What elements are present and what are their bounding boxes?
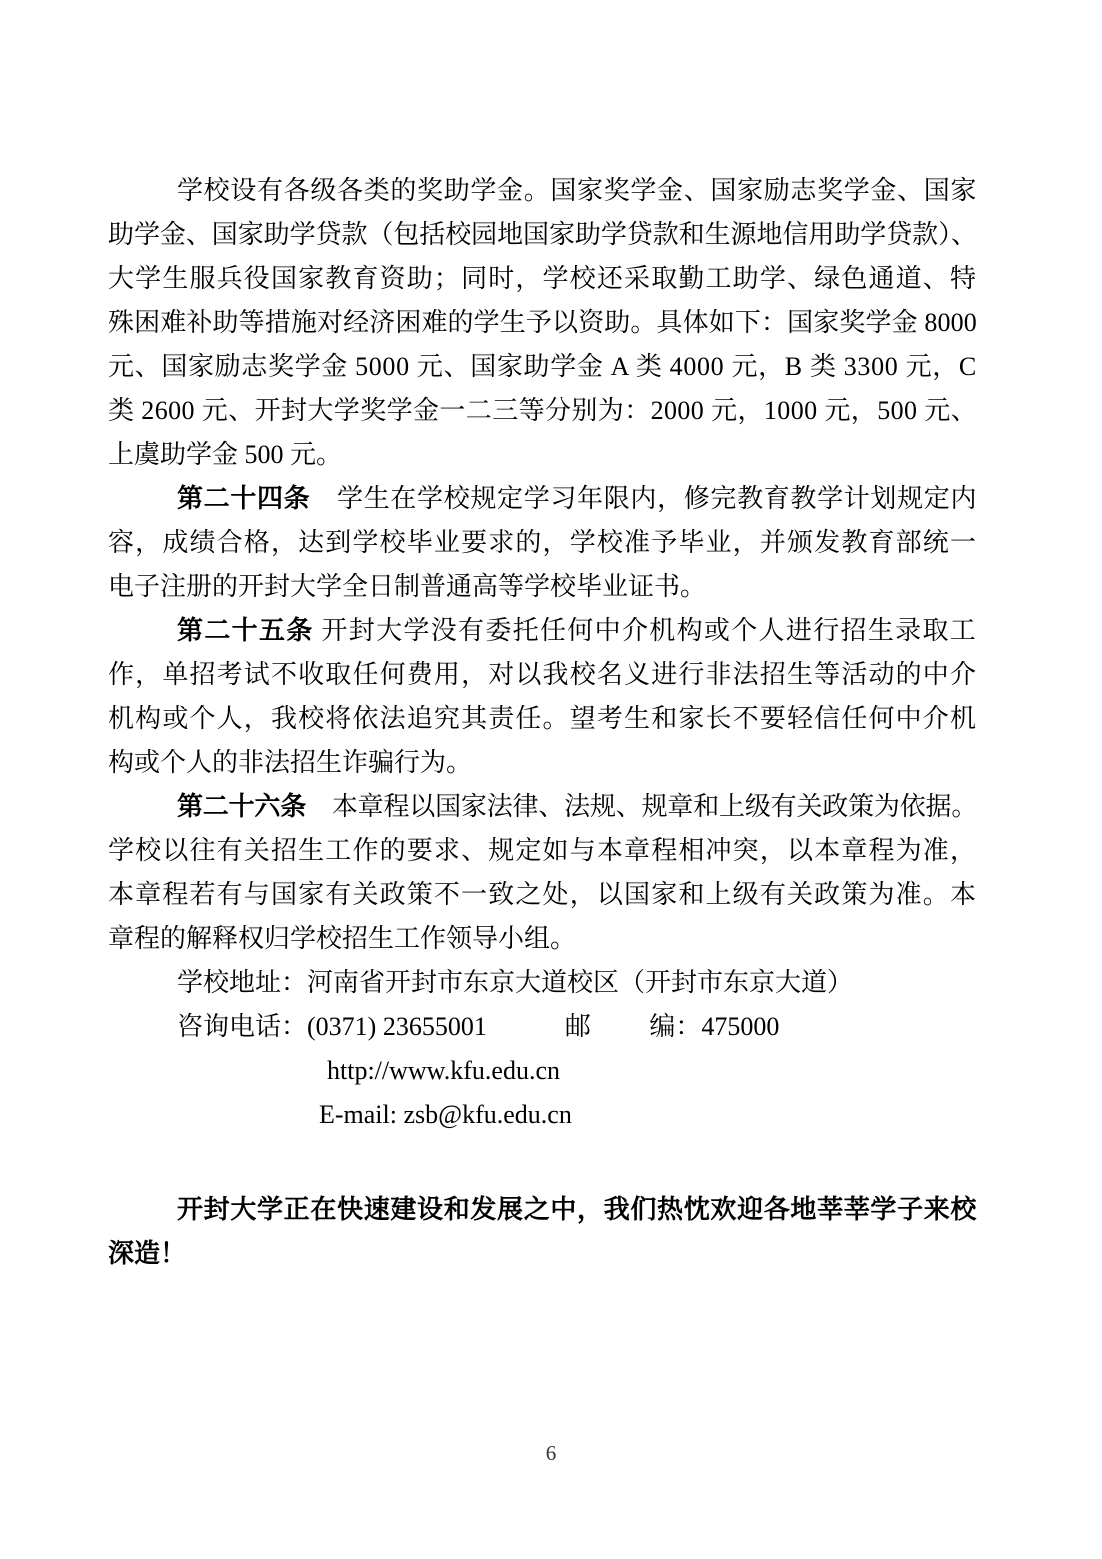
text-line xyxy=(108,301,977,345)
email-line xyxy=(108,1093,977,1137)
line-text: 本章程若有与国家有关政策不一致之处，以国家和上级有关政策为准。本 xyxy=(108,880,978,909)
page-number: 6 xyxy=(545,1441,557,1465)
text-line xyxy=(108,785,977,829)
line-text: http://www.kfu.edu.cn xyxy=(327,1056,560,1085)
line-text: 学校设有各级各类的奖助学金。国家奖学金、国家励志奖学金、国家 xyxy=(177,176,978,205)
line-text: 学校以往有关招生工作的要求、规定如与本章程相冲突，以本章程为准， xyxy=(108,836,978,865)
text-line xyxy=(108,741,977,785)
line-text: 咨询电话：(0371) 23655001 邮 编：475000 xyxy=(177,1012,780,1041)
phone-line xyxy=(108,1005,977,1049)
text-line xyxy=(108,565,977,609)
line-text: 电子注册的开封大学全日制普通高等学校毕业证书。 xyxy=(108,572,707,601)
text-line xyxy=(108,433,977,477)
line-text: 第二十六条 本章程以国家法律、法规、规章和上级有关政策为依据。 xyxy=(177,792,978,821)
line-text: 元、国家励志奖学金 5000 元、国家助学金 A 类 4000 元，B 类 3300 元，C xyxy=(108,352,977,381)
line-text: 大学生服兵役国家教育资助；同时，学校还采取勤工助学、绿色通道、特 xyxy=(108,264,978,293)
text-line xyxy=(108,917,977,961)
website-line xyxy=(108,1049,977,1093)
text-body xyxy=(108,169,977,1276)
article-number: 第二十六条 xyxy=(177,792,307,821)
line-text: 第二十五条 开封大学没有委托任何中介机构或个人进行招生录取工 xyxy=(177,616,978,645)
text-line xyxy=(108,697,977,741)
line-text: 殊困难补助等措施对经济困难的学生予以资助。具体如下：国家奖学金 8000 xyxy=(108,308,977,337)
line-text: 作，单招考试不收取任何费用，对以我校名义进行非法招生等活动的中介 xyxy=(108,660,978,689)
line-text: 深造！ xyxy=(108,1239,187,1268)
closing-line-first xyxy=(108,1188,977,1232)
text-line xyxy=(108,213,977,257)
line-text: 容，成绩合格，达到学校毕业要求的，学校准予毕业，并颁发教育部统一 xyxy=(108,528,978,557)
line-text: 构或个人的非法招生诈骗行为。 xyxy=(108,748,473,777)
line-text: 章程的解释权归学校招生工作领导小组。 xyxy=(108,924,577,953)
text-line xyxy=(108,169,977,213)
line-text: 机构或个人，我校将依法追究其责任。望考生和家长不要轻信任何中介机 xyxy=(108,704,978,733)
text-line xyxy=(108,257,977,301)
closing-line-last xyxy=(108,1232,977,1276)
text-line xyxy=(108,477,977,521)
article-number: 第二十四条 xyxy=(177,484,311,513)
line-text: 学校地址：河南省开封市东京大道校区（开封市东京大道） xyxy=(177,968,854,997)
line-text: 开封大学正在快速建设和发展之中，我们热忱欢迎各地莘莘学子来校 xyxy=(177,1195,978,1224)
line-text: 助学金、国家助学贷款（包括校园地国家助学贷款和生源地信用助学贷款）、 xyxy=(108,220,977,249)
text-line xyxy=(108,521,977,565)
line-text: 类 2600 元、开封大学奖学金一二三等分别为：2000 元，1000 元，500 元、 xyxy=(108,396,978,425)
text-line xyxy=(108,873,977,917)
text-line xyxy=(108,609,977,653)
line-text: 第二十四条 学生在学校规定学习年限内，修完教育教学计划规定内 xyxy=(177,484,978,513)
text-line xyxy=(108,389,977,433)
text-line xyxy=(108,345,977,389)
line-text: 上虞助学金 500 元。 xyxy=(108,440,343,469)
line-text: E-mail: zsb@kfu.edu.cn xyxy=(319,1100,572,1129)
address-line xyxy=(108,961,977,1005)
text-line xyxy=(108,829,977,873)
text-line xyxy=(108,653,977,697)
article-number: 第二十五条 xyxy=(177,616,314,645)
